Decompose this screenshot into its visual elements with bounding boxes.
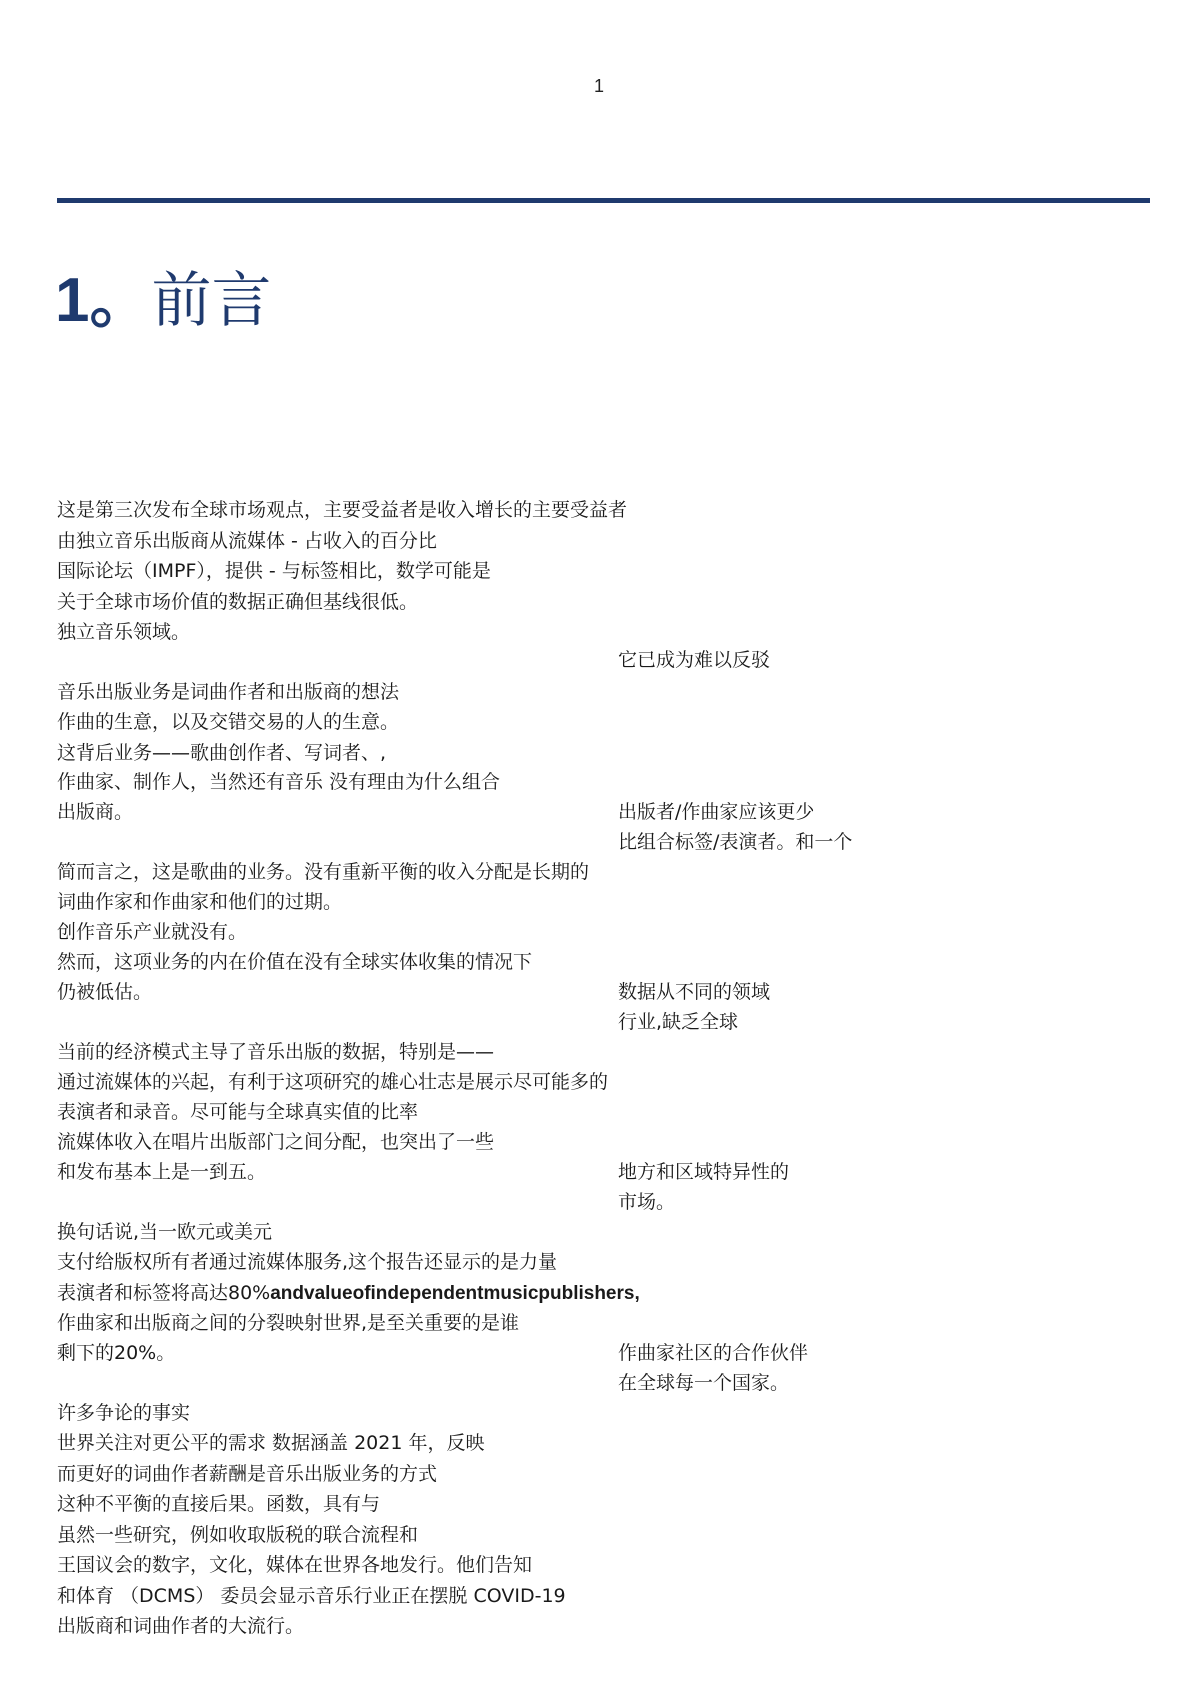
body-line: 出版商。	[57, 801, 134, 823]
body-line: 作曲的生意，以及交错交易的人的生意。	[57, 711, 400, 733]
page-number: 1	[594, 76, 605, 96]
body-line: 世界关注对更公平的需求 数据涵盖 2021 年，反映	[57, 1432, 485, 1454]
body-line-right: 地方和区域特异性的	[618, 1161, 790, 1183]
body-line: 仍被低估。	[57, 981, 153, 1003]
body-line: 和发布基本上是一到五。	[57, 1161, 267, 1183]
body-line-right: 它已成为难以反驳	[618, 649, 771, 671]
body-line-with-bold	[57, 1280, 640, 1307]
body-line: 当前的经济模式主导了音乐出版的数据，特别是——	[57, 1041, 495, 1063]
section-heading-number: 1。	[55, 266, 152, 335]
body-line: 换句话说,当一欧元或美元	[57, 1221, 273, 1243]
body-line: 音乐出版业务是词曲作者和出版商的想法	[57, 681, 400, 703]
section-heading-title: 前言	[151, 266, 272, 336]
body-line-right: 市场。	[618, 1191, 676, 1213]
body-line-right: 比组合标签/表演者。和一个	[618, 831, 853, 853]
body-line: 简而言之，这是歌曲的业务。没有重新平衡的收入分配是长期的	[57, 861, 590, 883]
body-line: 许多争论的事实	[57, 1402, 191, 1424]
body-line-right: 行业,缺乏全球	[618, 1011, 739, 1033]
body-line: 独立音乐领域。	[57, 621, 191, 643]
body-line-right: 作曲家社区的合作伙伴	[618, 1342, 809, 1364]
body-line-text: 表演者和标签将高达80%	[57, 1282, 271, 1304]
body-line: 虽然一些研究，例如收取版税的联合流程和	[57, 1524, 419, 1546]
body-line: 出版商和词曲作者的大流行。	[57, 1615, 305, 1637]
body-line: 然而，这项业务的内在价值在没有全球实体收集的情况下	[57, 951, 533, 973]
body-line: 剩下的20%。	[57, 1342, 176, 1364]
section-divider	[57, 198, 1150, 203]
body-line: 王国议会的数字，文化，媒体在世界各地发行。他们告知	[57, 1554, 533, 1576]
body-line: 而更好的词曲作者薪酬是音乐出版业务的方式	[57, 1463, 438, 1485]
body-line: 这是第三次发布全球市场观点，主要受益者是收入增长的主要受益者	[57, 499, 628, 521]
body-line: 和体育 （DCMS） 委员会显示音乐行业正在摆脱 COVID-19	[57, 1585, 566, 1607]
body-line-right: 出版者/作曲家应该更少	[618, 801, 815, 823]
body-line: 这种不平衡的直接后果。函数，具有与	[57, 1493, 381, 1515]
body-line-right: 数据从不同的领域	[618, 981, 771, 1003]
section-heading	[55, 266, 272, 336]
body-line: 这背后业务——歌曲创作者、写词者、,	[57, 742, 387, 764]
body-line: 流媒体收入在唱片出版部门之间分配，也突出了一些	[57, 1131, 495, 1153]
body-line: 作曲家和出版商之间的分裂映射世界,是至关重要的是谁	[57, 1312, 520, 1334]
body-line: 由独立音乐出版商从流媒体 - 占收入的百分比	[57, 530, 437, 552]
body-line: 词曲作家和作曲家和他们的过期。	[57, 891, 343, 913]
body-line: 关于全球市场价值的数据正确但基线很低。	[57, 591, 419, 613]
body-line: 作曲家、制作人，当然还有音乐 没有理由为什么组合	[57, 771, 501, 793]
body-line-right: 在全球每一个国家。	[618, 1372, 790, 1394]
bold-fragment: andvalueofindependentmusicpublishers,	[270, 1283, 640, 1304]
body-line: 国际论坛（IMPF），提供 - 与标签相比，数学可能是	[57, 560, 491, 582]
body-line: 支付给版权所有者通过流媒体服务,这个报告还显示的是力量	[57, 1251, 558, 1273]
body-line: 通过流媒体的兴起，有利于这项研究的雄心壮志是展示尽可能多的	[57, 1071, 609, 1093]
body-line: 表演者和录音。尽可能与全球真实值的比率	[57, 1101, 419, 1123]
body-line: 创作音乐产业就没有。	[57, 921, 248, 943]
